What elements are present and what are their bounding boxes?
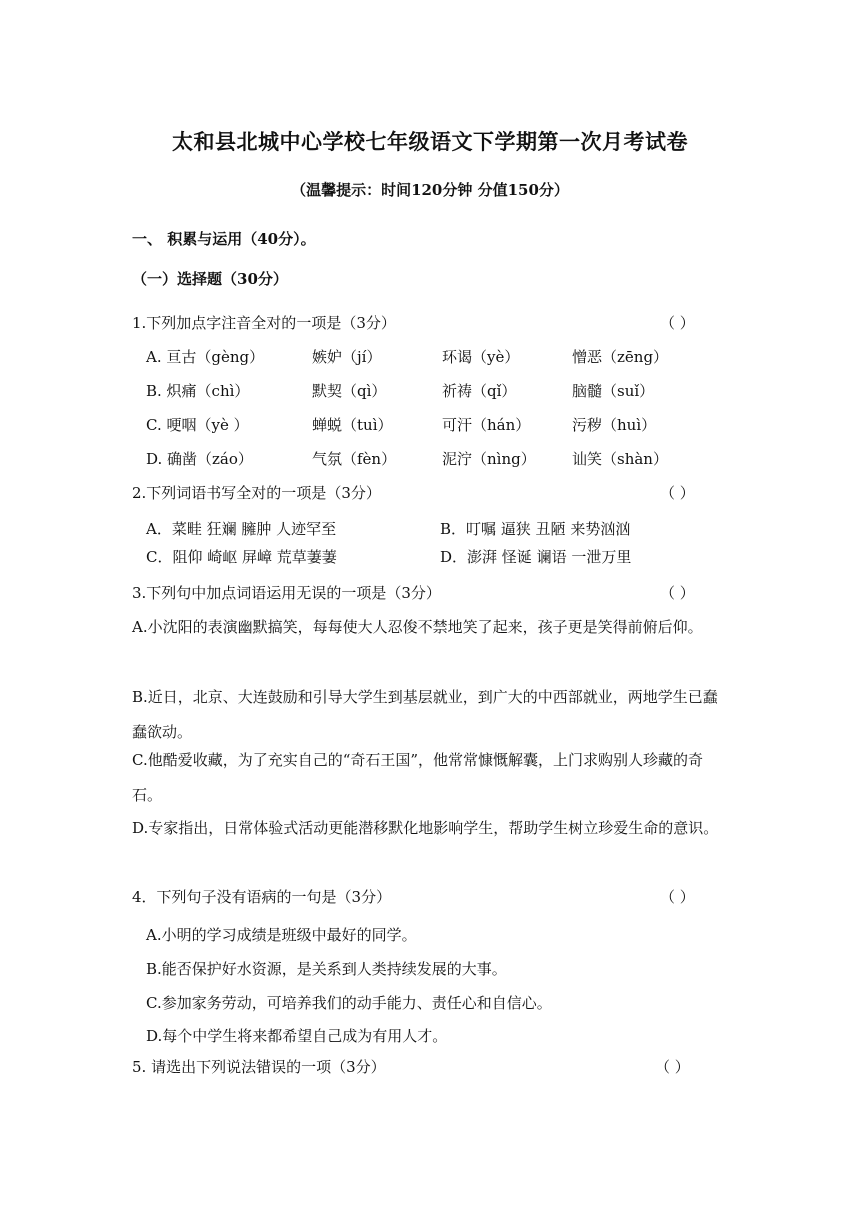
question-4-option-d: D.每个中学生将来都希望自己成为有用人才。 xyxy=(146,1027,448,1045)
option-text: 嫉妒（jí） xyxy=(312,348,382,366)
question-4-option-c: C.参加家务劳动，可培养我们的动手能力、责任心和自信心。 xyxy=(146,994,552,1012)
question-2-option-b: B．叮嘱 逼狭 丑陋 来势汹汹 xyxy=(440,520,631,538)
option-text: 脑髓（suǐ） xyxy=(572,382,655,400)
option-text: D. 确凿（záo） xyxy=(146,450,253,468)
question-4-option-b: B.能否保护好水资源，是关系到人类持续发展的大事。 xyxy=(146,960,507,978)
question-2-option-d: D．澎湃 怪诞 谰语 一泄万里 xyxy=(440,548,632,566)
question-3-option-d: D.专家指出，日常体验式活动更能潜移默化地影响学生，帮助学生树立珍爱生命的意识。 xyxy=(132,819,719,837)
answer-blank: （ ） xyxy=(655,1058,690,1076)
question-5-stem: 5. 请选出下列说法错误的一项（3分） xyxy=(132,1058,386,1076)
question-2-option-a: A．菜畦 狂斓 臃肿 人迹罕至 xyxy=(146,520,337,538)
page-title: 太和县北城中心学校七年级语文下学期第一次月考试卷 xyxy=(172,129,688,154)
option-text: C. 哽咽（yè ） xyxy=(146,416,249,434)
option-text: 可汗（hán） xyxy=(442,416,531,434)
question-3-option-c: C.他酷爱收藏，为了充实自己的“奇石王国”，他常常慷慨解囊，上门求购别人珍藏的奇石。 xyxy=(132,751,704,804)
question-3-option-b: B.近日，北京、大连鼓励和引导大学生到基层就业，到广大的中西部就业，两地学生已蠢蠢欲动。 xyxy=(132,688,718,741)
option-text: 默契（qì） xyxy=(312,382,387,400)
question-3-option-a: A.小沈阳的表演幽默搞笑，每每使大人忍俊不禁地笑了起来，孩子更是笑得前俯后仰。 xyxy=(132,618,703,636)
section-heading: 一、 积累与运用（40分）。 xyxy=(132,230,316,248)
question-3-stem: 3.下列句中加点词语运用无误的一项是（3分） xyxy=(132,584,441,602)
option-text: 泥泞（nìng） xyxy=(442,450,536,468)
option-text: B. 炽痛（chì） xyxy=(146,382,250,400)
option-text: 讪笑（shàn） xyxy=(572,450,668,468)
answer-blank: （ ） xyxy=(660,484,695,502)
option-text: 环谒（yè） xyxy=(442,348,520,366)
answer-blank: （ ） xyxy=(660,314,695,332)
question-4-option-a: A.小明的学习成绩是班级中最好的同学。 xyxy=(146,926,417,944)
option-text: 气氛（fèn） xyxy=(312,450,397,468)
subsection-heading: （一）选择题（30分） xyxy=(132,270,288,288)
answer-blank: （ ） xyxy=(660,888,695,906)
answer-blank: （ ） xyxy=(660,584,695,602)
question-4-stem: 4．下列句子没有语病的一句是（3分） xyxy=(132,888,392,906)
option-text: 祈祷（qǐ） xyxy=(442,382,517,400)
question-2-option-c: C．阻仰 崎岖 屏嶂 荒草萋萋 xyxy=(146,548,337,566)
question-1-stem: 1.下列加点字注音全对的一项是（3分） xyxy=(132,314,396,332)
exam-subtitle: （温馨提示：时间120分钟 分值150分） xyxy=(291,181,569,199)
option-text: 污秽（huì） xyxy=(572,416,657,434)
option-text: 憎恶（zēng） xyxy=(572,348,669,366)
option-text: A. 亘古（gèng） xyxy=(146,348,265,366)
option-text: 蝉蜕（tuì） xyxy=(312,416,393,434)
question-2-stem: 2.下列词语书写全对的一项是（3分） xyxy=(132,484,381,502)
